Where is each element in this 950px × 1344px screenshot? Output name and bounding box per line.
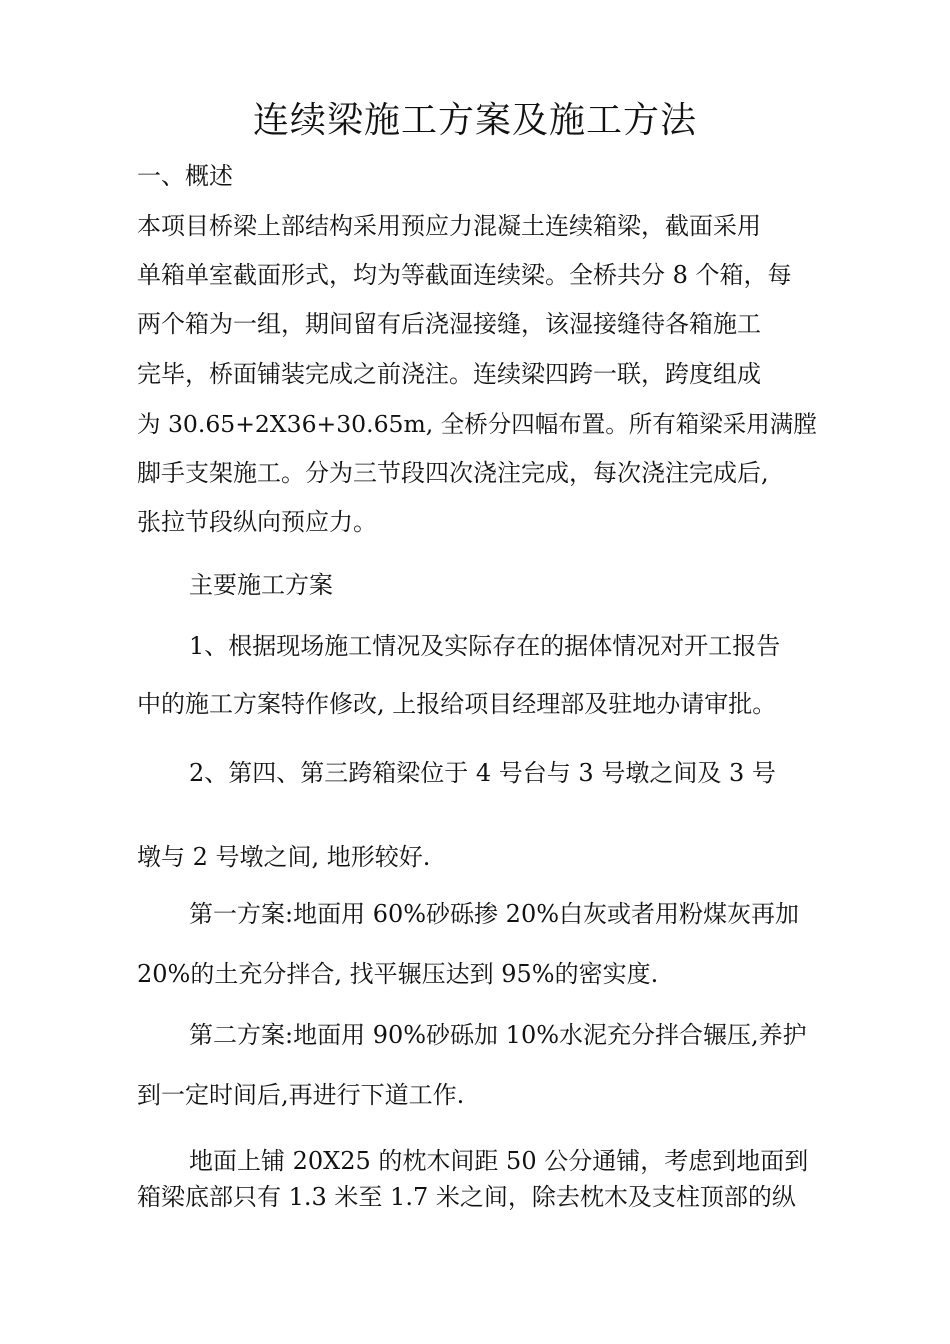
overview-line-1: 本项目桥梁上部结构采用预应力混凝土连续箱梁，截面采用	[137, 212, 761, 240]
overview-line-7: 张拉节段纵向预应力。	[137, 508, 377, 536]
plan2-line-2: 到一定时间后,再进行下道工作.	[137, 1081, 465, 1109]
section-heading: 一、概述	[137, 162, 233, 190]
overview-line-6: 脚手支架施工。分为三节段四次浇注完成，每次浇注完成后,	[137, 459, 769, 487]
overview-line-3: 两个箱为一组，期间留有后浇湿接缝，该湿接缝待各箱施工	[137, 310, 761, 338]
item2-line-2: 墩与 2 号墩之间, 地形较好.	[137, 843, 431, 871]
sleeper-line-2: 箱梁底部只有 1.3 米至 1.7 米之间，除去枕木及支柱顶部的纵	[137, 1183, 796, 1211]
overview-line-5: 为 30.65+2X36+30.65m, 全桥分四幅布置。所有箱梁采用满膛	[137, 410, 817, 438]
item1-line-1: 1、根据现场施工情况及实际存在的据体情况对开工报告	[189, 632, 781, 660]
plan1-line-2: 20%的土充分拌合, 找平辗压达到 95%的密实度.	[137, 960, 659, 988]
plan2-line-1: 第二方案:地面用 90%砂砾加 10%水泥充分拌合辗压,养护	[189, 1021, 807, 1049]
item1-line-2: 中的施工方案特作修改, 上报给项目经理部及驻地办请审批。	[137, 690, 777, 718]
overview-line-2: 单箱单室截面形式，均为等截面连续梁。全桥共分 8 个箱，每	[137, 261, 792, 289]
plan1-line-1: 第一方案:地面用 60%砂砾掺 20%白灰或者用粉煤灰再加	[189, 900, 800, 928]
overview-line-4: 完毕，桥面铺装完成之前浇注。连续梁四跨一联，跨度组成	[137, 360, 761, 388]
sleeper-line-1: 地面上铺 20X25 的枕木间距 50 公分通铺，考虑到地面到	[189, 1147, 809, 1175]
main-plan-heading: 主要施工方案	[189, 571, 333, 599]
item2-line-1: 2、第四、第三跨箱梁位于 4 号台与 3 号墩之间及 3 号	[189, 759, 776, 787]
document-title: 连续梁施工方案及施工方法	[252, 100, 697, 141]
